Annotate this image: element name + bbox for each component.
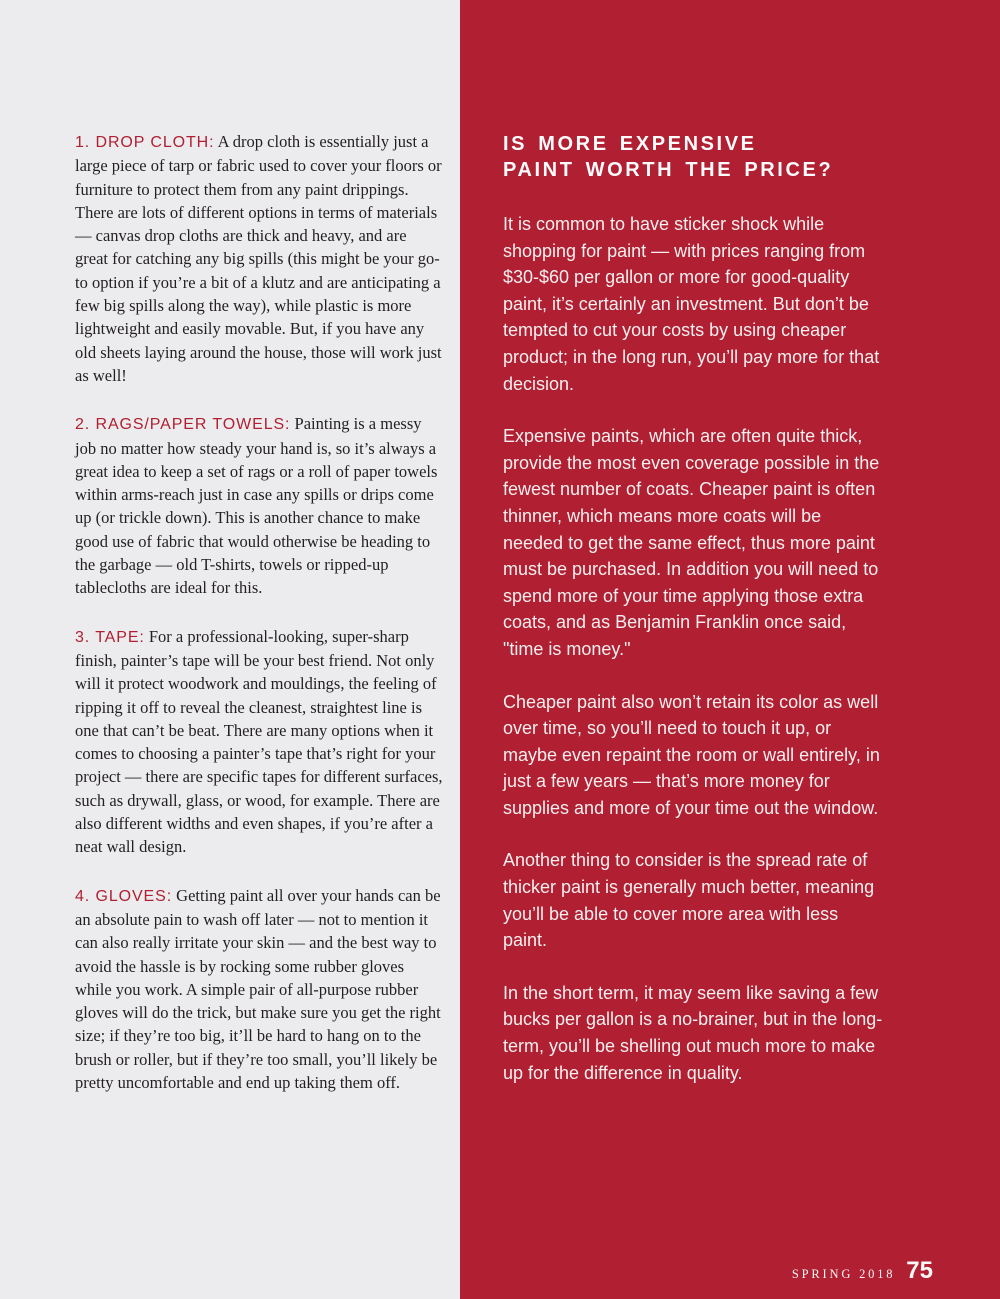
tip-section-label: 4. GLOVES:: [75, 887, 173, 905]
tip-section-text: Getting paint all over your hands can be an absolute pain to wash off later — not to mention it can also really irritate your skin — and the best way to avoid the hassle is by rocking some rubber gloves while you work. A simple pair of all-purpose rubber gloves will do the trick, but make sure you get the right size; if they’re too big, it’ll be hard to hang on to the brush or roller, but if they’re too small, you’ll likely be pretty uncomfortable and end up taking them off.: [75, 885, 441, 1092]
article-heading-line-1: IS MORE EXPENSIVE: [503, 133, 757, 155]
issue-label: SPRING 2018: [791, 1267, 896, 1281]
article-paragraph: Cheaper paint also won’t retain its color as well over time, so you’ll need to touch it up, or maybe even repaint the room or wall entirely, in just a few years — that’s more money for supplies and more of your time out the window.: [503, 691, 880, 818]
tip-section-label: 2. RAGS/PAPER TOWELS:: [75, 416, 291, 434]
tips-column: [75, 130, 443, 1119]
article-content: [503, 132, 885, 1112]
article-paragraph: It is common to have sticker shock while shopping for paint — with prices ranging from $30-$60 per gallon or more for good-quality paint, it’s certainly an investment. But don’t be tempted to cut your costs by using cheaper product; in the long run, you’ll pay more for that decision.: [503, 214, 880, 394]
article-paragraph: Another thing to consider is the spread rate of thicker paint is generally much better, meaning you’ll be able to cover more area with less paint.: [503, 850, 875, 951]
tip-section-label: 1. DROP CLOTH:: [75, 134, 215, 151]
article-body: [503, 211, 885, 1086]
tip-section-label: 3. TAPE:: [75, 628, 145, 646]
tip-section: [75, 625, 443, 859]
tip-section: [75, 130, 443, 387]
tip-section: [75, 412, 443, 599]
tip-section-text: Painting is a messy job no matter how steady your hand is, so it’s always a great idea to keep a set of rags or a roll of paper towels within arms-reach just in case any spills or drips come up (or trickle down). This is another chance to make good use of fabric that would otherwise be heading to the garbage — old T-shirts, towels or ripped-up tablecloths are ideal for this.: [75, 414, 438, 598]
tip-section-text: For a professional-looking, super-sharp finish, painter’s tape will be your best friend. Not only will it protect woodwork and mouldings, the feeling of ripping it off to reveal the cleanest, straightest line is one that can’t be beat. There are many options when it comes to choosing a painter’s tape that’s right for your project — there are specific tapes for different surfaces, such as drywall, glass, or wood, for example. There are also different widths and even shapes, if you’re after a neat wall design.: [75, 626, 443, 857]
article-heading-line-2: PAINT WORTH THE PRICE?: [503, 158, 834, 181]
article-panel: [460, 0, 1000, 1299]
article-heading: [503, 132, 885, 183]
page-number: 75: [906, 1257, 933, 1284]
tip-section-text: A drop cloth is essentially just a large piece of tarp or fabric used to cover your floors or furniture to protect them from any paint drippings. There are lots of different options in terms of materials — canvas drop cloths are thick and heavy, and are great for catching any big spills (this might be your go-to option if you’re a bit of a klutz and are anticipating a few big spills along the way), while plastic is more lightweight and easily movable. But, if you have any old sheets laying around the house, those will work just as well!: [75, 132, 442, 385]
article-paragraph: In the short term, it may seem like saving a few bucks per gallon is a no-brainer, but in the long-term, you’ll be shelling out much more to make up for the difference in quality.: [503, 982, 883, 1083]
page-footer: [792, 1257, 933, 1285]
article-paragraph: Expensive paints, which are often quite thick, provide the most even coverage possible in the fewest number of coats. Cheaper paint is often thinner, which means more coats will be needed to get the same effect, thus more paint must be purchased. In addition you will need to spend more of your time applying those extra coats, and as Benjamin Franklin once said, "time is money.": [503, 426, 880, 659]
tip-section: [75, 884, 443, 1095]
